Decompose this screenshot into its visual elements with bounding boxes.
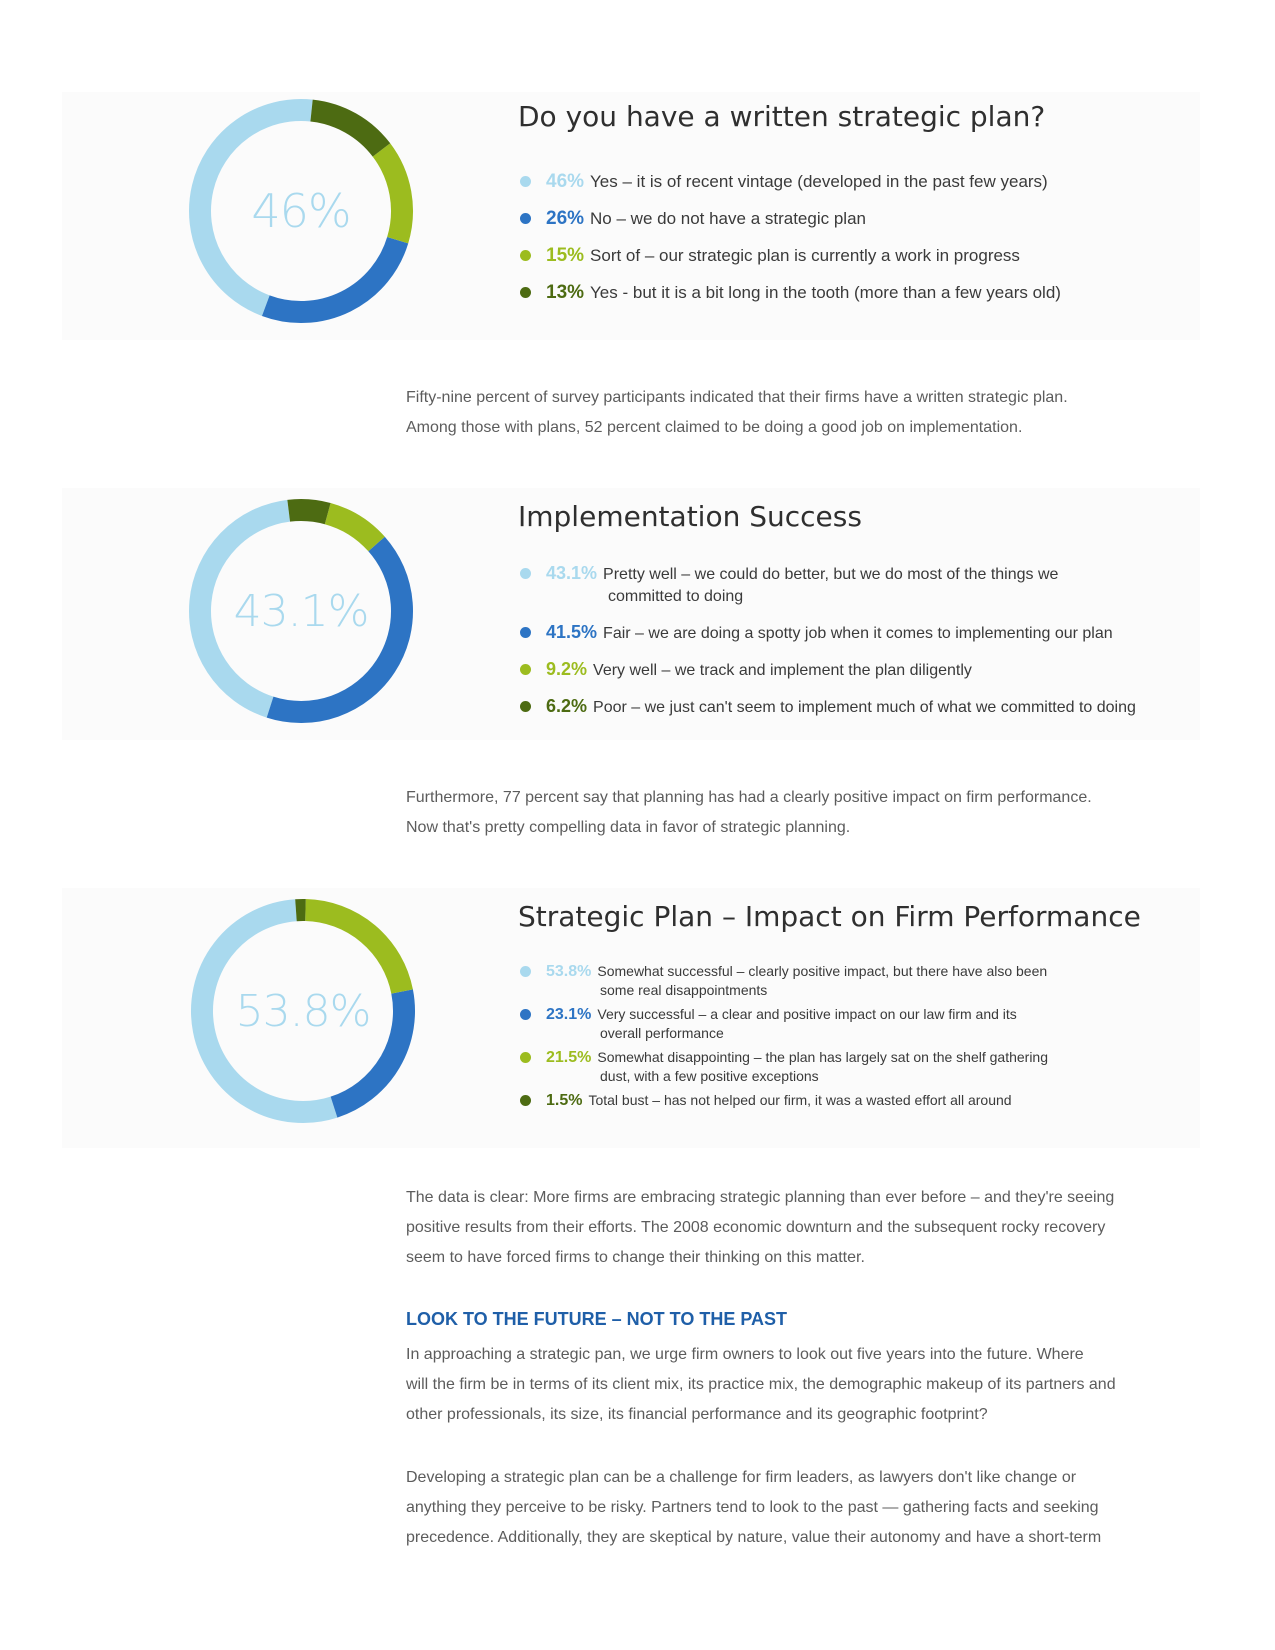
donut-chart-impact [188,896,418,1126]
legend-text: Very successful – a clear and positive impact on our law firm and its [597,1006,1017,1022]
legend-dot-icon [520,176,531,187]
legend-dot-icon [520,1052,531,1063]
donut-center-label: 43.1% [233,585,369,637]
legend-percent: 23.1% [546,1006,592,1023]
legend-item [520,621,1136,645]
paragraph-line: anything they perceive to be risky. Partners tend to look to the past — gathering facts and seeking [406,1499,1099,1516]
legend-dot-icon [520,250,531,261]
legend-text: Pretty well – we could do better, but we do most of the things we [603,566,1059,583]
legend-dot-icon [520,1095,531,1106]
legend-dot-icon [520,568,531,579]
legend-dot-icon [520,627,531,638]
legend-percent: 26% [546,208,585,229]
legend-dot-icon [520,701,531,712]
paragraph-line: precedence. Additionally, they are skeptical by nature, value their autonomy and have a short-term [406,1529,1102,1546]
chart-title: Do you have a written strategic plan? [518,100,1046,133]
section-heading: LOOK TO THE FUTURE – NOT TO THE PAST [406,1309,788,1329]
paragraph-line: Furthermore, 77 percent say that planning has had a clearly positive impact on firm performance. [406,789,1092,806]
legend-dot-icon [520,287,531,298]
legend-text: No – we do not have a strategic plan [590,209,866,228]
paragraph-line: positive results from their efforts. The 2008 economic downturn and the subsequent rocky recovery [406,1219,1106,1236]
paragraph-line: Fifty-nine percent of survey participants indicated that their firms have a written strategic plan. [406,389,1068,406]
legend-dot-icon [520,1009,531,1020]
paragraph-1 [406,383,1216,443]
legend-text: Sort of – our strategic plan is currently a work in progress [590,246,1020,265]
legend-item [520,1048,1048,1086]
legend-percent: 46% [546,171,585,192]
legend-item [520,274,1061,311]
paragraph-2 [406,783,1216,843]
paragraph-line: Developing a strategic plan can be a challenge for firm leaders, as lawyers don't like change or [406,1469,1077,1486]
chart-title: Strategic Plan – Impact on Firm Performance [518,900,1141,933]
donut-chart-implementation [186,496,416,726]
legend-text: Somewhat disappointing – the plan has largely sat on the shelf gathering [597,1049,1049,1065]
paragraph-line: Now that's pretty compelling data in favor of strategic planning. [406,819,851,836]
legend-percent: 13% [546,282,585,303]
legend-item [520,695,1136,719]
legend-item [520,1005,1048,1043]
legend-text: Very well – we track and implement the plan diligently [593,662,972,679]
paragraph-line: Among those with plans, 52 percent claimed to be doing a good job on implementation. [406,419,1023,436]
donut-center-label: 46% [251,184,351,238]
legend-text-continuation: committed to doing [608,588,744,605]
legend-item [520,163,1061,200]
legend-dot-icon [520,966,531,977]
chart-title: Implementation Success [518,500,862,533]
legend-item [520,562,1136,608]
legend-text: Somewhat successful – clearly positive impact, but there have also been [597,963,1048,979]
legend-percent: 1.5% [546,1092,583,1109]
legend-percent: 53.8% [546,963,592,980]
paragraph-3 [406,1183,1216,1273]
paragraph-line: will the firm be in terms of its client mix, its practice mix, the demographic makeup of its partners and [406,1376,1116,1393]
legend-percent: 41.5% [546,622,598,642]
donut-center-label: 53.8% [235,985,371,1037]
legend-text-continuation: overall performance [600,1025,724,1041]
legend-text-continuation: dust, with a few positive exceptions [600,1068,819,1084]
legend-item [520,237,1061,274]
chart-legend [520,163,1061,311]
legend-item [520,200,1061,237]
legend-text: Yes – it is of recent vintage (developed in the past few years) [590,172,1048,191]
legend-text: Poor – we just can't seem to implement much of what we committed to doing [593,699,1136,716]
legend-percent: 43.1% [546,563,598,583]
paragraph-4 [406,1340,1216,1430]
legend-text-continuation: some real disappointments [600,982,768,998]
legend-percent: 21.5% [546,1049,592,1066]
legend-text: Total bust – has not helped our firm, it was a wasted effort all around [588,1092,1012,1108]
legend-percent: 15% [546,245,585,266]
paragraph-line: In approaching a strategic pan, we urge firm owners to look out five years into the future. Where [406,1346,1084,1363]
legend-item [520,1091,1048,1110]
paragraph-line: The data is clear: More firms are embracing strategic planning than ever before – and they're seeing [406,1189,1115,1206]
legend-item [520,658,1136,682]
legend-text: Fair – we are doing a spotty job when it comes to implementing our plan [603,625,1113,642]
legend-text: Yes - but it is a bit long in the tooth (more than a few years old) [590,283,1061,302]
paragraph-5 [406,1463,1216,1553]
paragraph-line: seem to have forced firms to change their thinking on this matter. [406,1249,865,1266]
legend-percent: 6.2% [546,696,588,716]
legend-item [520,962,1048,1000]
legend-dot-icon [520,213,531,224]
paragraph-line: other professionals, its size, its financial performance and its geographic footprint? [406,1406,988,1423]
legend-dot-icon [520,664,531,675]
chart-legend [520,962,1048,1115]
chart-legend [520,562,1136,732]
legend-percent: 9.2% [546,659,588,679]
donut-chart-strategic-plan [186,96,416,326]
